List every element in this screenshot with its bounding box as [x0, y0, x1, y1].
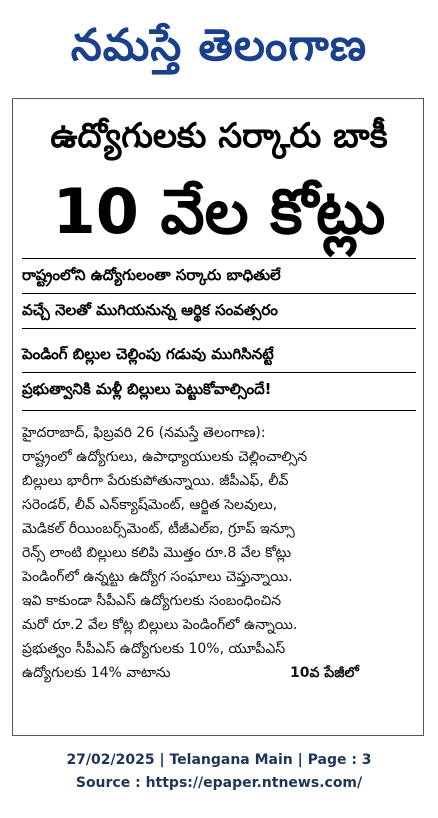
deck-line: రాష్ట్రంలోని ఉద్యోగులంతా సర్కారు బాధితులే	[22, 266, 281, 284]
divider	[22, 258, 416, 259]
headline-line-1: ఉద్యోగులకు సర్కారు బాకీ	[50, 116, 388, 156]
deck-line: పెండింగ్ బిల్లుల చెల్లింపు గడువు ముగిసినట్టే	[22, 345, 274, 363]
body-line: ప్రభుత్వం సీపీఎస్ ఉద్యోగులకు 10%, యూపీఎస్	[22, 641, 286, 657]
body-line: రాష్ట్రంలో ఉద్యోగులు, ఉపాధ్యాయులకు చెల్లించాల్సిన	[22, 449, 308, 465]
body-line: బిల్లులు భారీగా పేరుకుపోతున్నాయి. జీపీఎఫ్, లీవ్	[22, 473, 289, 489]
footer-date-line: 27/02/2025 | Telangana Main | Page : 3	[66, 752, 372, 768]
body-line: హైదరాబాద్, ఫిబ్రవరి 26 (నమస్తే తెలంగాణ):	[22, 425, 266, 441]
body-line: మరో రూ.2 వేల కోట్ల బిల్లులు పెండింగ్‌లో ఉన్నాయి.	[22, 617, 298, 633]
divider	[22, 328, 416, 329]
deck-line: వచ్చే నెలతో ముగియనున్న ఆర్థిక సంవత్సరం	[22, 301, 278, 319]
divider	[22, 293, 416, 294]
divider	[22, 410, 416, 411]
body-line: ఉద్యోగులకు 14% వాటాను	[22, 665, 171, 681]
footer-source-line: Source : https://epaper.ntnews.com/	[75, 775, 363, 791]
body-line: పెండింగ్‌లో ఉన్నట్టు ఉద్యోగ సంఘాలు చెప్తున్నాయి.	[22, 569, 293, 585]
body-line: ఇవి కాకుండా సీపీఎస్ ఉద్యోగులకు సంబంధించిన	[22, 593, 282, 609]
headline-line-2: 10 వేల కోట్లు	[52, 175, 386, 248]
body-line: సరెండర్, లీవ్ ఎన్‌క్యాష్‌మెంట్, ఆర్జిత సెలవులు,	[22, 497, 278, 513]
masthead-title: నమస్తే తెలంగాణ	[70, 20, 368, 71]
body-line: రెన్స్ లాంటి బిల్లులు కలిపి మొత్తం రూ.8 వేల కోట్లు	[22, 545, 292, 561]
body-line: మెడికల్ రీయింబర్స్‌మెంట్, టీజీఎల్ఐ, గ్రూప్ ఇన్సూ	[22, 521, 295, 537]
deck-line: ప్రభుత్వానికి మళ్లీ బిల్లులు పెట్టుకోవాల్సిందే!	[22, 380, 272, 398]
continued-label: 10వ పేజీలో	[290, 665, 359, 681]
divider	[22, 372, 416, 373]
